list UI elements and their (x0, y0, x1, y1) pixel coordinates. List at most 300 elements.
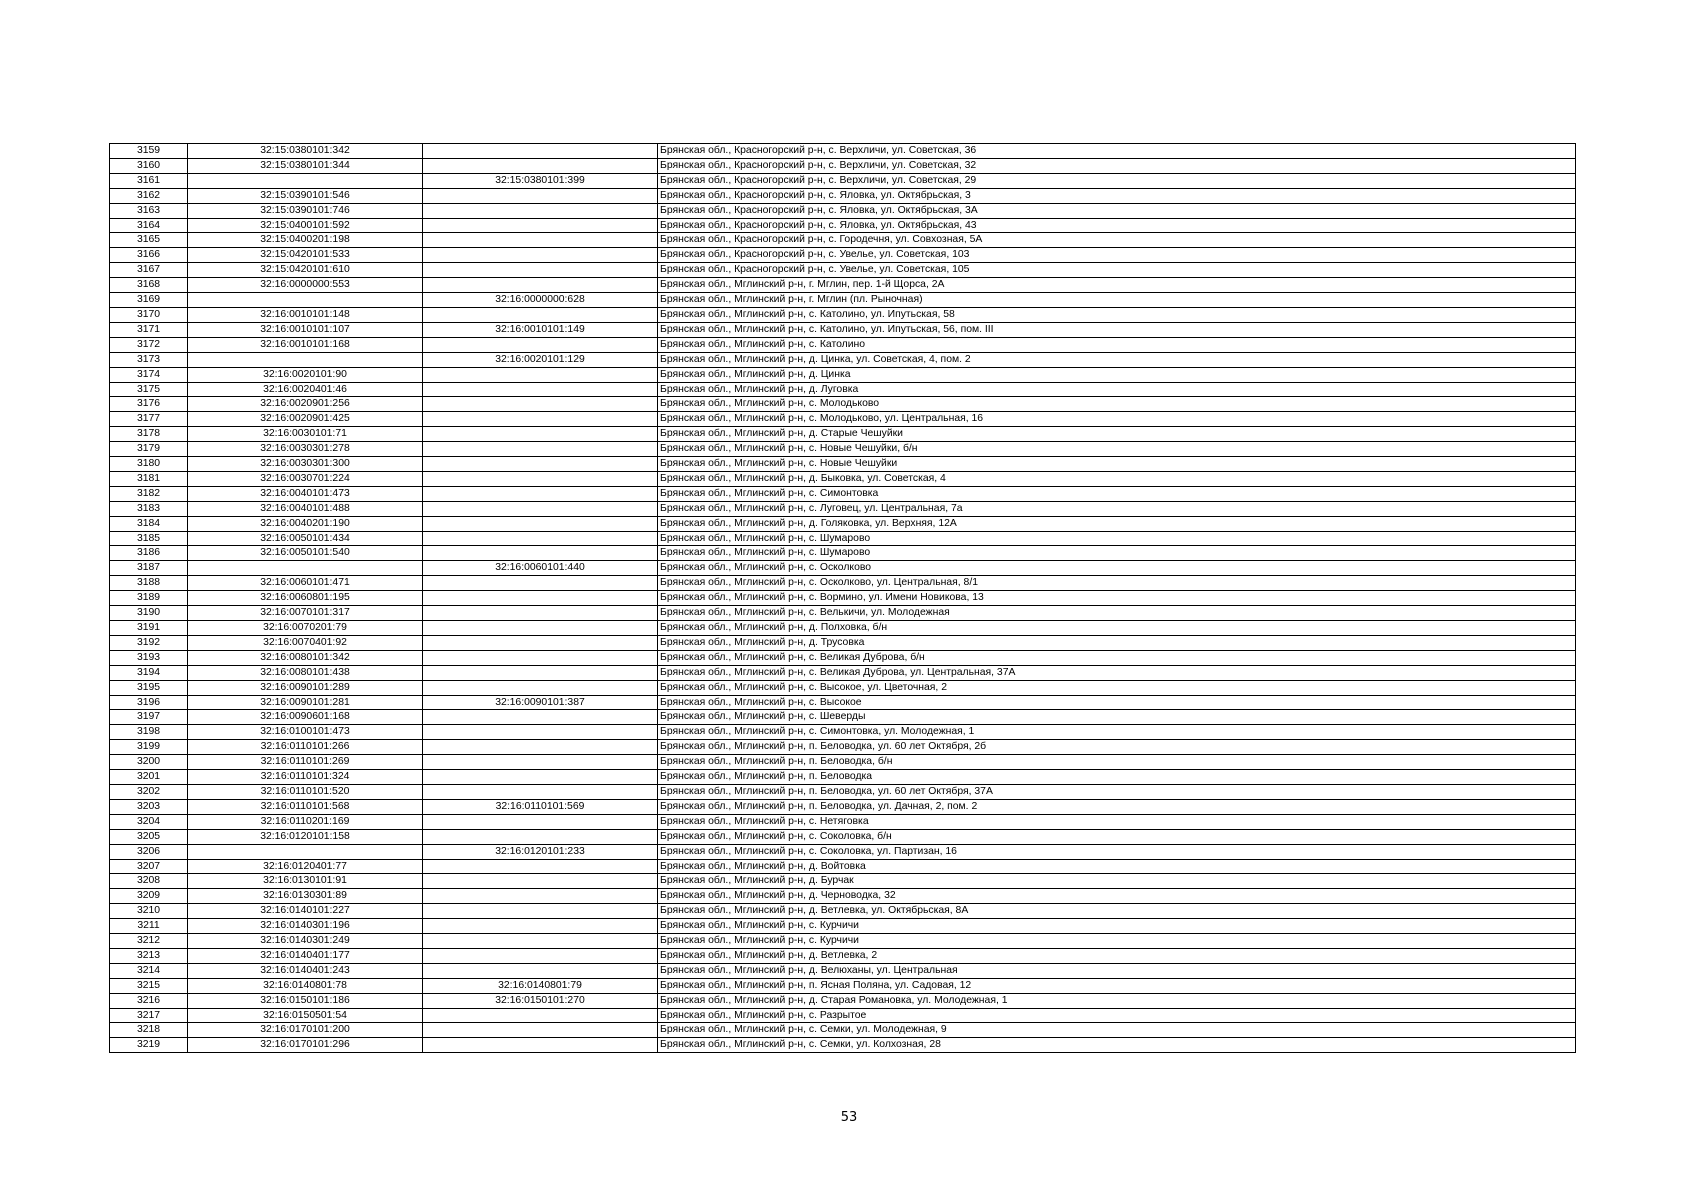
property-registry-table (109, 143, 1576, 1053)
row-number-cell: 3207 (110, 859, 188, 874)
linked-cadastral-number-cell: 32:16:0120101:233 (423, 844, 658, 859)
linked-cadastral-number-cell: 32:16:0010101:149 (423, 322, 658, 337)
row-number-cell: 3211 (110, 919, 188, 934)
linked-cadastral-number-cell (423, 248, 658, 263)
table-row (110, 1008, 1576, 1023)
table-row (110, 173, 1576, 188)
row-number-cell: 3196 (110, 695, 188, 710)
linked-cadastral-number-cell (423, 188, 658, 203)
cadastral-number-cell: 32:16:0110101:269 (188, 755, 423, 770)
cadastral-number-cell: 32:16:0010101:148 (188, 307, 423, 322)
address-cell: Брянская обл., Мглинский р-н, с. Велькичи, ул. Молодежная (658, 606, 1576, 621)
cadastral-number-cell: 32:16:0070101:317 (188, 606, 423, 621)
linked-cadastral-number-cell (423, 516, 658, 531)
address-cell: Брянская обл., Мглинский р-н, с. Новые Чешуйки, б/н (658, 442, 1576, 457)
cadastral-number-cell: 32:16:0030301:278 (188, 442, 423, 457)
address-cell: Брянская обл., Мглинский р-н, с. Шумарово (658, 546, 1576, 561)
linked-cadastral-number-cell (423, 621, 658, 636)
table-row (110, 516, 1576, 531)
cadastral-number-cell: 32:16:0140401:243 (188, 963, 423, 978)
row-number-cell: 3188 (110, 576, 188, 591)
address-cell: Брянская обл., Мглинский р-н, д. Трусовка (658, 635, 1576, 650)
row-number-cell: 3202 (110, 784, 188, 799)
cadastral-number-cell: 32:16:0080101:342 (188, 650, 423, 665)
row-number-cell: 3216 (110, 993, 188, 1008)
address-cell: Брянская обл., Мглинский р-н, п. Ясная Поляна, ул. Садовая, 12 (658, 978, 1576, 993)
table-row (110, 755, 1576, 770)
table-row (110, 427, 1576, 442)
page-number: 53 (840, 1110, 858, 1125)
row-number-cell: 3183 (110, 501, 188, 516)
linked-cadastral-number-cell: 32:16:0000000:628 (423, 293, 658, 308)
row-number-cell: 3205 (110, 829, 188, 844)
address-cell: Брянская обл., Мглинский р-н, д. Войтовка (658, 859, 1576, 874)
address-cell: Брянская обл., Красногорский р-н, с. Увелье, ул. Советская, 103 (658, 248, 1576, 263)
table-row (110, 352, 1576, 367)
address-cell: Брянская обл., Мглинский р-н, г. Мглин, пер. 1-й Щорса, 2А (658, 278, 1576, 293)
cadastral-number-cell: 32:16:0060801:195 (188, 591, 423, 606)
row-number-cell: 3163 (110, 203, 188, 218)
address-cell: Брянская обл., Мглинский р-н, с. Великая Дуброва, б/н (658, 650, 1576, 665)
address-cell: Брянская обл., Красногорский р-н, с. Яловка, ул. Октябрьская, 43 (658, 218, 1576, 233)
cadastral-number-cell: 32:16:0040101:473 (188, 486, 423, 501)
cadastral-number-cell: 32:16:0110101:520 (188, 784, 423, 799)
address-cell: Брянская обл., Мглинский р-н, с. Симонтовка, ул. Молодежная, 1 (658, 725, 1576, 740)
table-row (110, 680, 1576, 695)
table-row (110, 889, 1576, 904)
table-row (110, 278, 1576, 293)
row-number-cell: 3192 (110, 635, 188, 650)
linked-cadastral-number-cell: 32:16:0150101:270 (423, 993, 658, 1008)
linked-cadastral-number-cell (423, 1023, 658, 1038)
cadastral-number-cell: 32:16:0060101:471 (188, 576, 423, 591)
cadastral-number-cell: 32:16:0110101:324 (188, 770, 423, 785)
address-cell: Брянская обл., Мглинский р-н, с. Шумарово (658, 531, 1576, 546)
row-number-cell: 3214 (110, 963, 188, 978)
cadastral-number-cell: 32:16:0120401:77 (188, 859, 423, 874)
cadastral-number-cell: 32:16:0130101:91 (188, 874, 423, 889)
table-row (110, 948, 1576, 963)
table-row (110, 621, 1576, 636)
cadastral-number-cell: 32:16:0070201:79 (188, 621, 423, 636)
table-row (110, 740, 1576, 755)
table-row (110, 978, 1576, 993)
table-row (110, 710, 1576, 725)
address-cell: Брянская обл., Мглинский р-н, д. Ветлевка, ул. Октябрьская, 8А (658, 904, 1576, 919)
cadastral-number-cell: 32:16:0040101:488 (188, 501, 423, 516)
linked-cadastral-number-cell (423, 233, 658, 248)
cadastral-number-cell (188, 844, 423, 859)
address-cell: Брянская обл., Мглинский р-н, д. Быковка, ул. Советская, 4 (658, 471, 1576, 486)
linked-cadastral-number-cell (423, 665, 658, 680)
linked-cadastral-number-cell (423, 904, 658, 919)
cadastral-number-cell: 32:16:0020901:425 (188, 412, 423, 427)
address-cell: Брянская обл., Мглинский р-н, д. Луговка (658, 382, 1576, 397)
linked-cadastral-number-cell (423, 963, 658, 978)
table-row (110, 367, 1576, 382)
cadastral-number-cell: 32:16:0170101:200 (188, 1023, 423, 1038)
row-number-cell: 3212 (110, 934, 188, 949)
cadastral-number-cell: 32:16:0130301:89 (188, 889, 423, 904)
table-row (110, 233, 1576, 248)
cadastral-number-cell (188, 561, 423, 576)
row-number-cell: 3185 (110, 531, 188, 546)
linked-cadastral-number-cell (423, 278, 658, 293)
address-cell: Брянская обл., Красногорский р-н, с. Городечня, ул. Совхозная, 5А (658, 233, 1576, 248)
linked-cadastral-number-cell (423, 650, 658, 665)
row-number-cell: 3195 (110, 680, 188, 695)
address-cell: Брянская обл., Мглинский р-н, с. Шеверды (658, 710, 1576, 725)
row-number-cell: 3160 (110, 158, 188, 173)
cadastral-number-cell: 32:16:0140301:196 (188, 919, 423, 934)
linked-cadastral-number-cell (423, 471, 658, 486)
cadastral-number-cell: 32:16:0030701:224 (188, 471, 423, 486)
row-number-cell: 3159 (110, 144, 188, 159)
linked-cadastral-number-cell (423, 501, 658, 516)
address-cell: Брянская обл., Красногорский р-н, с. Яловка, ул. Октябрьская, 3А (658, 203, 1576, 218)
address-cell: Брянская обл., Мглинский р-н, с. Вормино, ул. Имени Новикова, 13 (658, 591, 1576, 606)
linked-cadastral-number-cell: 32:16:0140801:79 (423, 978, 658, 993)
cadastral-number-cell: 32:16:0120101:158 (188, 829, 423, 844)
row-number-cell: 3161 (110, 173, 188, 188)
cadastral-number-cell: 32:15:0390101:746 (188, 203, 423, 218)
row-number-cell: 3204 (110, 814, 188, 829)
table-row (110, 322, 1576, 337)
linked-cadastral-number-cell: 32:16:0020101:129 (423, 352, 658, 367)
cadastral-number-cell: 32:16:0080101:438 (188, 665, 423, 680)
row-number-cell: 3171 (110, 322, 188, 337)
row-number-cell: 3203 (110, 799, 188, 814)
address-cell: Брянская обл., Мглинский р-н, с. Симонтовка (658, 486, 1576, 501)
row-number-cell: 3174 (110, 367, 188, 382)
linked-cadastral-number-cell: 32:16:0060101:440 (423, 561, 658, 576)
table-row (110, 993, 1576, 1008)
linked-cadastral-number-cell (423, 412, 658, 427)
cadastral-number-cell: 32:16:0090601:168 (188, 710, 423, 725)
address-cell: Брянская обл., Мглинский р-н, с. Католино, ул. Ипутьская, 56, пом. III (658, 322, 1576, 337)
address-cell: Брянская обл., Мглинский р-н, с. Высокое (658, 695, 1576, 710)
cadastral-number-cell: 32:16:0140301:249 (188, 934, 423, 949)
linked-cadastral-number-cell (423, 635, 658, 650)
table-row (110, 382, 1576, 397)
cadastral-number-cell: 32:15:0420101:533 (188, 248, 423, 263)
row-number-cell: 3179 (110, 442, 188, 457)
cadastral-number-cell: 32:16:0090101:289 (188, 680, 423, 695)
table-row (110, 859, 1576, 874)
row-number-cell: 3197 (110, 710, 188, 725)
row-number-cell: 3162 (110, 188, 188, 203)
row-number-cell: 3175 (110, 382, 188, 397)
address-cell: Брянская обл., Мглинский р-н, с. Молодьково (658, 397, 1576, 412)
table-row (110, 531, 1576, 546)
linked-cadastral-number-cell (423, 1008, 658, 1023)
linked-cadastral-number-cell (423, 919, 658, 934)
table-row (110, 844, 1576, 859)
row-number-cell: 3167 (110, 263, 188, 278)
cadastral-number-cell: 32:16:0140101:227 (188, 904, 423, 919)
row-number-cell: 3186 (110, 546, 188, 561)
address-cell: Брянская обл., Мглинский р-н, с. Семки, ул. Колхозная, 28 (658, 1038, 1576, 1053)
row-number-cell: 3189 (110, 591, 188, 606)
cadastral-number-cell: 32:15:0380101:344 (188, 158, 423, 173)
linked-cadastral-number-cell (423, 203, 658, 218)
row-number-cell: 3178 (110, 427, 188, 442)
table-row (110, 1038, 1576, 1053)
address-cell: Брянская обл., Мглинский р-н, с. Соколовка, б/н (658, 829, 1576, 844)
row-number-cell: 3180 (110, 457, 188, 472)
table-row (110, 203, 1576, 218)
linked-cadastral-number-cell (423, 755, 658, 770)
linked-cadastral-number-cell (423, 889, 658, 904)
row-number-cell: 3165 (110, 233, 188, 248)
address-cell: Брянская обл., Мглинский р-н, п. Беловодка, б/н (658, 755, 1576, 770)
cadastral-number-cell: 32:15:0390101:546 (188, 188, 423, 203)
table-row (110, 725, 1576, 740)
cadastral-number-cell: 32:16:0100101:473 (188, 725, 423, 740)
cadastral-number-cell: 32:16:0010101:107 (188, 322, 423, 337)
address-cell: Брянская обл., Мглинский р-н, с. Соколовка, ул. Партизан, 16 (658, 844, 1576, 859)
address-cell: Брянская обл., Мглинский р-н, с. Великая Дуброва, ул. Центральная, 37А (658, 665, 1576, 680)
cadastral-number-cell: 32:16:0140401:177 (188, 948, 423, 963)
linked-cadastral-number-cell (423, 382, 658, 397)
linked-cadastral-number-cell (423, 218, 658, 233)
address-cell: Брянская обл., Мглинский р-н, д. Цинка (658, 367, 1576, 382)
cadastral-number-cell: 32:16:0140801:78 (188, 978, 423, 993)
cadastral-number-cell: 32:15:0400101:592 (188, 218, 423, 233)
cadastral-number-cell: 32:15:0420101:610 (188, 263, 423, 278)
address-cell: Брянская обл., Мглинский р-н, д. Полховка, б/н (658, 621, 1576, 636)
table-row (110, 576, 1576, 591)
linked-cadastral-number-cell (423, 546, 658, 561)
address-cell: Брянская обл., Мглинский р-н, д. Цинка, ул. Советская, 4, пом. 2 (658, 352, 1576, 367)
linked-cadastral-number-cell (423, 874, 658, 889)
row-number-cell: 3217 (110, 1008, 188, 1023)
linked-cadastral-number-cell (423, 770, 658, 785)
row-number-cell: 3215 (110, 978, 188, 993)
row-number-cell: 3184 (110, 516, 188, 531)
row-number-cell: 3182 (110, 486, 188, 501)
table-row (110, 904, 1576, 919)
linked-cadastral-number-cell (423, 337, 658, 352)
table-row (110, 442, 1576, 457)
cadastral-number-cell: 32:16:0110101:568 (188, 799, 423, 814)
cadastral-number-cell: 32:16:0040201:190 (188, 516, 423, 531)
address-cell: Брянская обл., Мглинский р-н, с. Новые Чешуйки (658, 457, 1576, 472)
table-row (110, 963, 1576, 978)
cadastral-number-cell: 32:16:0150501:54 (188, 1008, 423, 1023)
row-number-cell: 3181 (110, 471, 188, 486)
table-row (110, 695, 1576, 710)
row-number-cell: 3173 (110, 352, 188, 367)
address-cell: Брянская обл., Красногорский р-н, с. Яловка, ул. Октябрьская, 3 (658, 188, 1576, 203)
address-cell: Брянская обл., Мглинский р-н, с. Семки, ул. Молодежная, 9 (658, 1023, 1576, 1038)
address-cell: Брянская обл., Мглинский р-н, с. Курчичи (658, 934, 1576, 949)
row-number-cell: 3164 (110, 218, 188, 233)
address-cell: Брянская обл., Мглинский р-н, п. Беловодка (658, 770, 1576, 785)
table-row (110, 486, 1576, 501)
table-row (110, 829, 1576, 844)
linked-cadastral-number-cell (423, 427, 658, 442)
address-cell: Брянская обл., Мглинский р-н, с. Католино (658, 337, 1576, 352)
address-cell: Брянская обл., Мглинский р-н, г. Мглин (пл. Рыночная) (658, 293, 1576, 308)
address-cell: Брянская обл., Мглинский р-н, с. Католино, ул. Ипутьская, 58 (658, 307, 1576, 322)
linked-cadastral-number-cell (423, 307, 658, 322)
table-row (110, 471, 1576, 486)
address-cell: Брянская обл., Мглинский р-н, с. Луговец, ул. Центральная, 7а (658, 501, 1576, 516)
address-cell: Брянская обл., Мглинский р-н, д. Старая Романовка, ул. Молодежная, 1 (658, 993, 1576, 1008)
address-cell: Брянская обл., Красногорский р-н, с. Верхличи, ул. Советская, 36 (658, 144, 1576, 159)
linked-cadastral-number-cell (423, 606, 658, 621)
table-row (110, 650, 1576, 665)
cadastral-number-cell (188, 173, 423, 188)
table-row (110, 606, 1576, 621)
table-row (110, 814, 1576, 829)
address-cell: Брянская обл., Мглинский р-н, п. Беловодка, ул. 60 лет Октября, 2б (658, 740, 1576, 755)
linked-cadastral-number-cell: 32:16:0090101:387 (423, 695, 658, 710)
table-row (110, 248, 1576, 263)
linked-cadastral-number-cell (423, 397, 658, 412)
table-row (110, 635, 1576, 650)
table-row (110, 158, 1576, 173)
linked-cadastral-number-cell (423, 1038, 658, 1053)
linked-cadastral-number-cell (423, 829, 658, 844)
table-row (110, 337, 1576, 352)
linked-cadastral-number-cell: 32:15:0380101:399 (423, 173, 658, 188)
row-number-cell: 3206 (110, 844, 188, 859)
linked-cadastral-number-cell (423, 680, 658, 695)
table-row (110, 307, 1576, 322)
linked-cadastral-number-cell (423, 814, 658, 829)
row-number-cell: 3213 (110, 948, 188, 963)
row-number-cell: 3198 (110, 725, 188, 740)
row-number-cell: 3170 (110, 307, 188, 322)
address-cell: Брянская обл., Мглинский р-н, п. Беловодка, ул. 60 лет Октября, 37А (658, 784, 1576, 799)
table-row (110, 188, 1576, 203)
table-row (110, 457, 1576, 472)
cadastral-number-cell: 32:16:0020901:256 (188, 397, 423, 412)
cadastral-number-cell: 32:16:0110101:266 (188, 740, 423, 755)
linked-cadastral-number-cell (423, 948, 658, 963)
cadastral-number-cell: 32:16:0050101:540 (188, 546, 423, 561)
table-row (110, 546, 1576, 561)
cadastral-number-cell: 32:16:0150101:186 (188, 993, 423, 1008)
row-number-cell: 3191 (110, 621, 188, 636)
linked-cadastral-number-cell (423, 531, 658, 546)
row-number-cell: 3172 (110, 337, 188, 352)
table-row (110, 144, 1576, 159)
row-number-cell: 3208 (110, 874, 188, 889)
cadastral-number-cell: 32:16:0030101:71 (188, 427, 423, 442)
address-cell: Брянская обл., Мглинский р-н, с. Разрытое (658, 1008, 1576, 1023)
linked-cadastral-number-cell (423, 158, 658, 173)
row-number-cell: 3209 (110, 889, 188, 904)
table-row (110, 293, 1576, 308)
row-number-cell: 3166 (110, 248, 188, 263)
address-cell: Брянская обл., Красногорский р-н, с. Увелье, ул. Советская, 105 (658, 263, 1576, 278)
linked-cadastral-number-cell: 32:16:0110101:569 (423, 799, 658, 814)
cadastral-number-cell (188, 293, 423, 308)
cadastral-number-cell: 32:16:0070401:92 (188, 635, 423, 650)
row-number-cell: 3177 (110, 412, 188, 427)
linked-cadastral-number-cell (423, 859, 658, 874)
address-cell: Брянская обл., Мглинский р-н, с. Молодьково, ул. Центральная, 16 (658, 412, 1576, 427)
address-cell: Брянская обл., Мглинский р-н, с. Нетяговка (658, 814, 1576, 829)
linked-cadastral-number-cell (423, 591, 658, 606)
row-number-cell: 3169 (110, 293, 188, 308)
cadastral-number-cell: 32:16:0090101:281 (188, 695, 423, 710)
cadastral-number-cell: 32:16:0010101:168 (188, 337, 423, 352)
table-row (110, 397, 1576, 412)
cadastral-number-cell: 32:16:0110201:169 (188, 814, 423, 829)
address-cell: Брянская обл., Красногорский р-н, с. Верхличи, ул. Советская, 32 (658, 158, 1576, 173)
row-number-cell: 3218 (110, 1023, 188, 1038)
address-cell: Брянская обл., Мглинский р-н, с. Осколково (658, 561, 1576, 576)
table-row (110, 934, 1576, 949)
linked-cadastral-number-cell (423, 442, 658, 457)
table-row (110, 218, 1576, 233)
table-row (110, 263, 1576, 278)
address-cell: Брянская обл., Мглинский р-н, с. Высокое, ул. Цветочная, 2 (658, 680, 1576, 695)
address-cell: Брянская обл., Мглинский р-н, д. Ветлевка, 2 (658, 948, 1576, 963)
cadastral-number-cell: 32:15:0400201:198 (188, 233, 423, 248)
cadastral-number-cell: 32:16:0020101:90 (188, 367, 423, 382)
table-row (110, 412, 1576, 427)
row-number-cell: 3168 (110, 278, 188, 293)
table-row (110, 874, 1576, 889)
cadastral-number-cell: 32:16:0000000:553 (188, 278, 423, 293)
cadastral-number-cell: 32:16:0170101:296 (188, 1038, 423, 1053)
row-number-cell: 3193 (110, 650, 188, 665)
cadastral-number-cell: 32:16:0050101:434 (188, 531, 423, 546)
linked-cadastral-number-cell (423, 710, 658, 725)
cadastral-number-cell: 32:16:0030301:300 (188, 457, 423, 472)
linked-cadastral-number-cell (423, 740, 658, 755)
row-number-cell: 3187 (110, 561, 188, 576)
address-cell: Брянская обл., Мглинский р-н, д. Велюханы, ул. Центральная (658, 963, 1576, 978)
table-row (110, 799, 1576, 814)
table-row (110, 919, 1576, 934)
table-row (110, 1023, 1576, 1038)
table-row (110, 665, 1576, 680)
linked-cadastral-number-cell (423, 457, 658, 472)
row-number-cell: 3210 (110, 904, 188, 919)
linked-cadastral-number-cell (423, 144, 658, 159)
cadastral-number-cell: 32:16:0020401:46 (188, 382, 423, 397)
linked-cadastral-number-cell (423, 576, 658, 591)
row-number-cell: 3194 (110, 665, 188, 680)
row-number-cell: 3199 (110, 740, 188, 755)
cadastral-number-cell (188, 352, 423, 367)
address-cell: Брянская обл., Мглинский р-н, д. Голяковка, ул. Верхняя, 12А (658, 516, 1576, 531)
table-row (110, 784, 1576, 799)
address-cell: Брянская обл., Мглинский р-н, с. Осколково, ул. Центральная, 8/1 (658, 576, 1576, 591)
row-number-cell: 3201 (110, 770, 188, 785)
address-cell: Брянская обл., Мглинский р-н, с. Курчичи (658, 919, 1576, 934)
table-row (110, 591, 1576, 606)
linked-cadastral-number-cell (423, 934, 658, 949)
row-number-cell: 3200 (110, 755, 188, 770)
linked-cadastral-number-cell (423, 367, 658, 382)
table-row (110, 770, 1576, 785)
linked-cadastral-number-cell (423, 263, 658, 278)
table-row (110, 501, 1576, 516)
registry-table-body (110, 144, 1576, 1053)
row-number-cell: 3190 (110, 606, 188, 621)
address-cell: Брянская обл., Мглинский р-н, д. Черноводка, 32 (658, 889, 1576, 904)
linked-cadastral-number-cell (423, 725, 658, 740)
address-cell: Брянская обл., Мглинский р-н, д. Старые Чешуйки (658, 427, 1576, 442)
row-number-cell: 3219 (110, 1038, 188, 1053)
